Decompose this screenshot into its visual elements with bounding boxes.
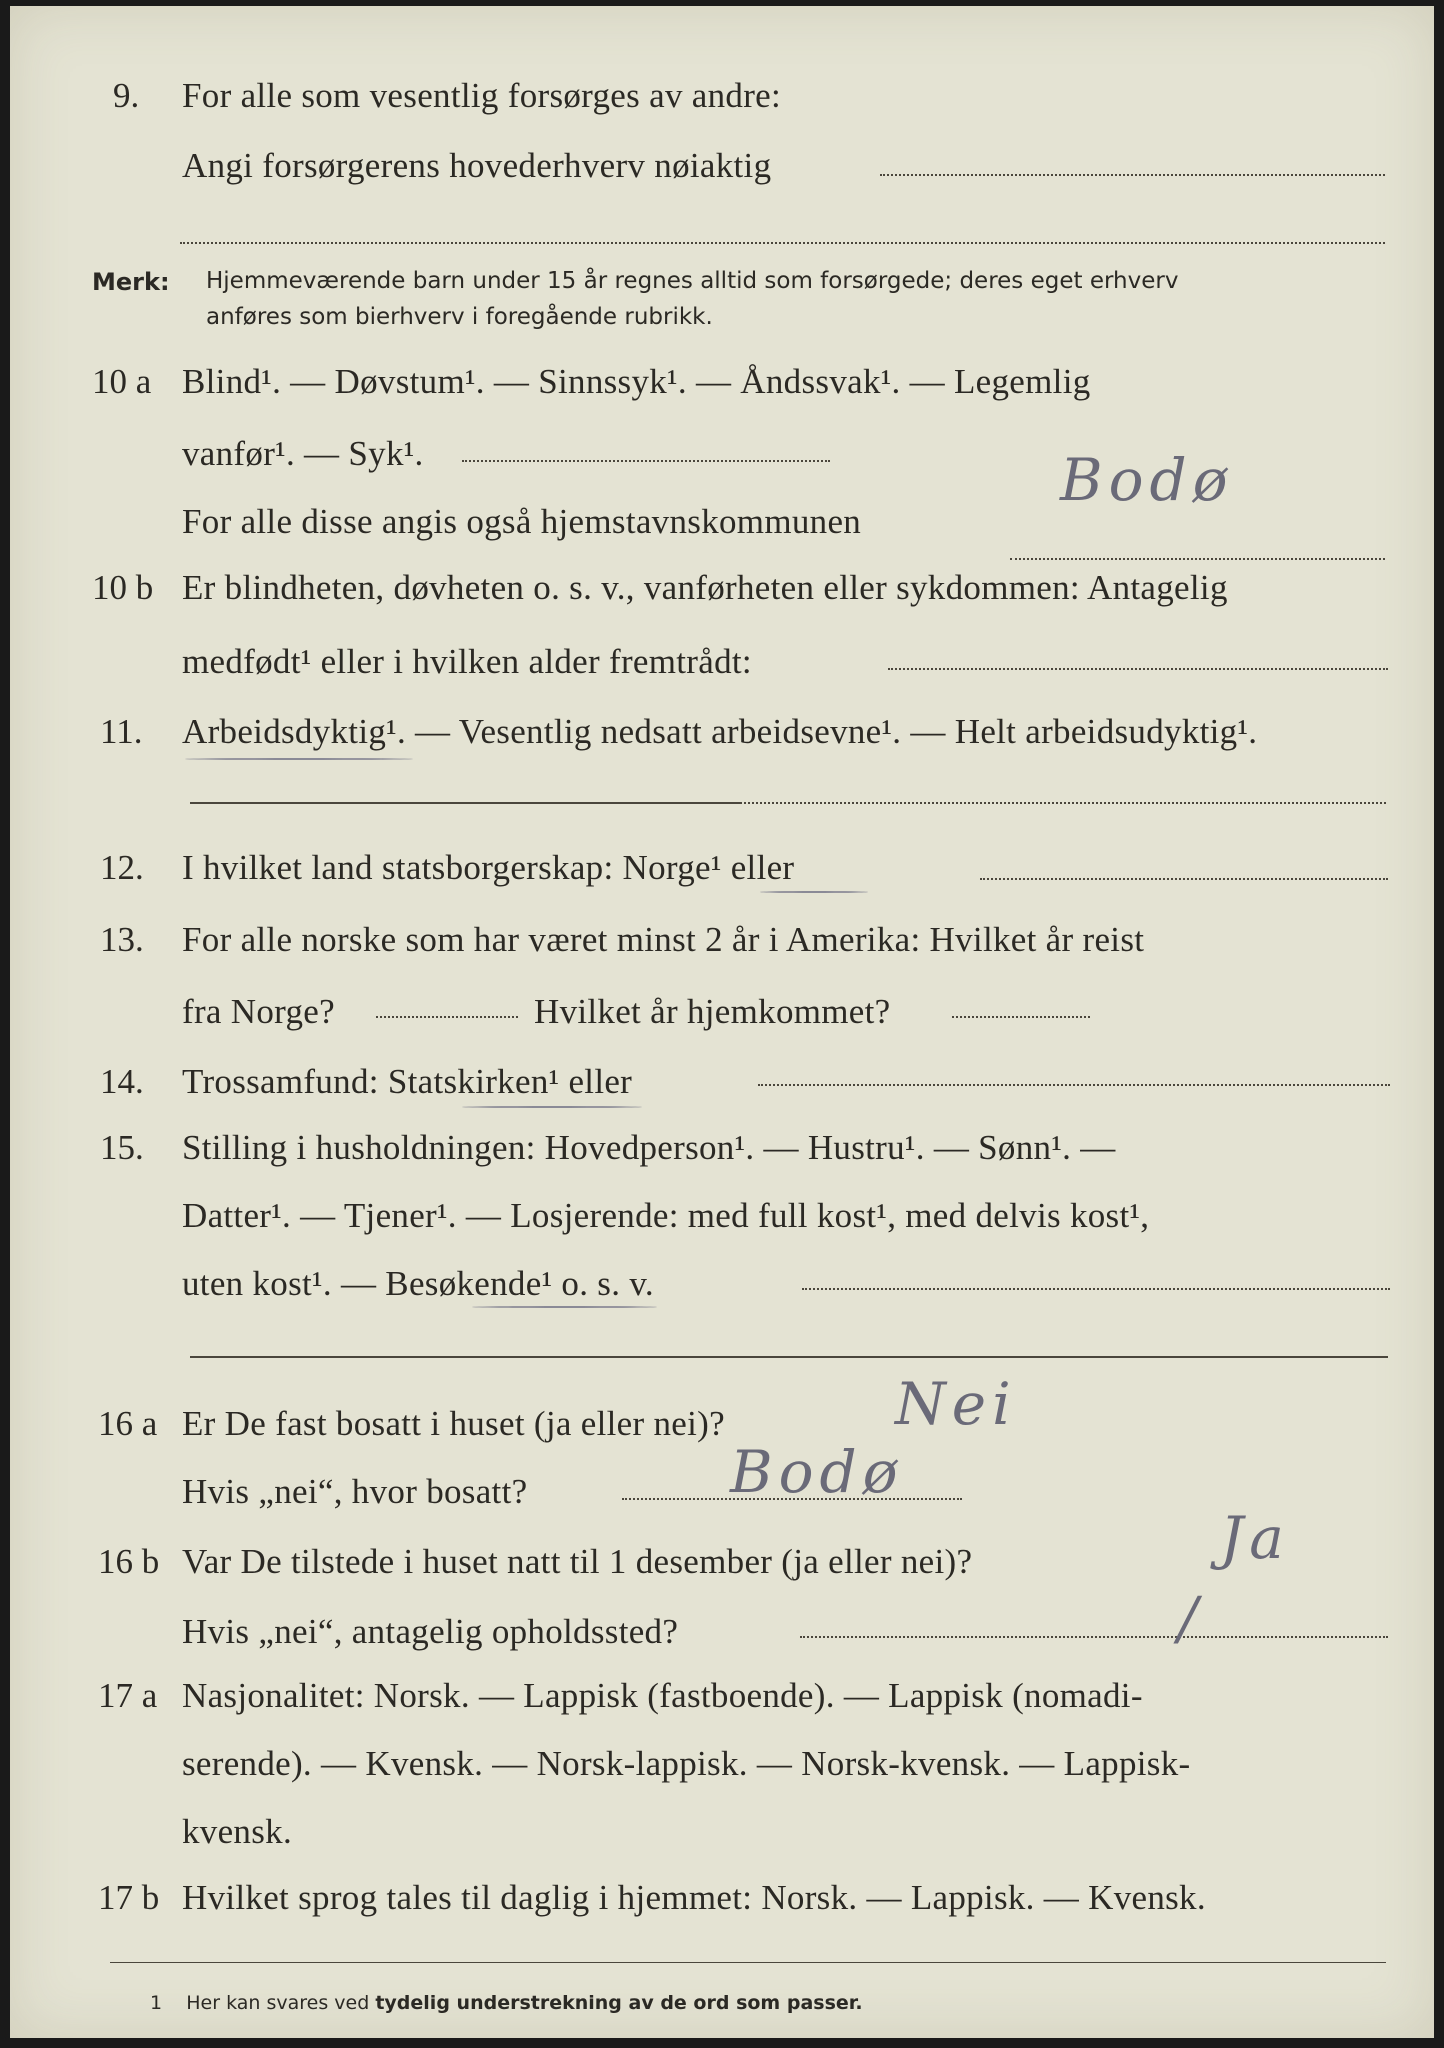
q15-answer-line: [802, 1288, 1390, 1290]
item-number-10b: 10 b: [92, 568, 154, 607]
item-number-17b: 17 b: [98, 1878, 160, 1917]
q17a-line2: serende). — Kvensk. — Norsk-lappisk. — Norsk-kvensk. — Lappisk-: [182, 1744, 1191, 1783]
merk-line1: Hjemmeværende barn under 15 år regnes alltid som forsørgede; deres eget erhverv: [206, 268, 1179, 294]
underline-statskirken: [462, 1106, 642, 1108]
q11-answer-line-2: [740, 802, 1386, 804]
q9-line2: Angi forsørgerens hovederhverv nøiaktig: [182, 146, 772, 185]
q17a-line3: kvensk.: [182, 1812, 293, 1851]
q9-answer-line: [880, 174, 1385, 176]
q13-line2a: fra Norge?: [182, 992, 335, 1031]
q10a-line2: vanfør¹. — Syk¹.: [182, 434, 424, 473]
item-number-10a: 10 a: [92, 362, 152, 401]
footnote: [150, 1992, 863, 2014]
q16a-line2: Hvis „nei“, hvor bosatt?: [182, 1472, 528, 1511]
q10b-answer-line: [888, 668, 1388, 670]
item-number-14: 14.: [100, 1062, 144, 1101]
q15-line3: uten kost¹. — Besøkende¹ o. s. v.: [182, 1264, 654, 1303]
handwritten-hjemstavn: Bodø: [1060, 446, 1234, 514]
q9-line1: For alle som vesentlig forsørges av andre:: [182, 76, 782, 115]
footnote-rule: [110, 1962, 1386, 1963]
q12-answer-line: [980, 878, 1388, 880]
item-number-15: 15.: [100, 1128, 144, 1167]
handwritten-tilstede: Ja: [1220, 1504, 1290, 1572]
q10b-line1: Er blindheten, døvheten o. s. v., vanførheten eller sykdommen: Antagelig: [182, 568, 1228, 607]
item-number-12: 12.: [100, 848, 144, 887]
q13-line1: For alle norske som har været minst 2 år i Amerika: Hvilket år reist: [182, 920, 1145, 959]
q17b-line1: Hvilket sprog tales til daglig i hjemmet: Norsk. — Lappisk. — Kvensk.: [182, 1878, 1206, 1917]
footnote-mark: 1: [150, 1992, 163, 2014]
q15-line1: Stilling i husholdningen: Hovedperson¹. — Hustru¹. — Sønn¹. —: [182, 1128, 1116, 1167]
q10a-line3: For alle disse angis også hjemstavnskommunen: [182, 502, 862, 541]
item-number-17a: 17 a: [98, 1676, 158, 1715]
q10a-answer-line: [462, 460, 830, 462]
q14-answer-line: [758, 1084, 1390, 1086]
underline-besokende: [472, 1306, 657, 1308]
handwritten-opholdssted-mark: /: [1178, 1584, 1204, 1652]
q16a-line1: Er De fast bosatt i huset (ja eller nei)?: [182, 1404, 725, 1443]
q11-answer-line: [190, 802, 740, 804]
q9-answer-line-2: [180, 242, 1385, 244]
handwritten-bosatt-sted: Bodø: [730, 1438, 904, 1506]
q15-answer-line-2: [190, 1356, 1388, 1358]
q14-line1: Trossamfund: Statskirken¹ eller: [182, 1062, 633, 1101]
footnote-text-a: Her kan svares ved: [186, 1992, 370, 2014]
q17a-line1: Nasjonalitet: Norsk. — Lappisk (fastboende). — Lappisk (nomadi-: [182, 1676, 1143, 1715]
item-number-13: 13.: [100, 920, 144, 959]
handwritten-fast-bosatt: Nei: [895, 1370, 1017, 1438]
item-number-16b: 16 b: [98, 1542, 160, 1581]
q16b-line1: Var De tilstede i huset natt til 1 desember (ja eller nei)?: [182, 1542, 973, 1581]
q10b-line2: medfødt¹ eller i hvilken alder fremtrådt:: [182, 642, 752, 681]
item-number-11: 11.: [100, 712, 143, 751]
merk-label: Merk:: [92, 268, 170, 296]
underline-norge: [760, 891, 868, 893]
q12-line1: I hvilket land statsborgerskap: Norge¹ eller: [182, 848, 795, 887]
q11-line1: Arbeidsdyktig¹. — Vesentlig nedsatt arbeidsevne¹. — Helt arbeidsudyktig¹.: [182, 712, 1258, 751]
underline-arbeidsdyktig: [185, 758, 413, 760]
q10a-hjemstavn-line: [1010, 558, 1385, 560]
q10a-line1: Blind¹. — Døvstum¹. — Sinnssyk¹. — Åndssvak¹. — Legemlig: [182, 362, 1091, 401]
q16b-opholdssted-line: [800, 1636, 1388, 1638]
item-number-16a: 16 a: [98, 1404, 158, 1443]
footnote-text-b: tydelig understrekning av de ord som passer.: [375, 1992, 863, 2014]
q15-line2: Datter¹. — Tjener¹. — Losjerende: med full kost¹, med delvis kost¹,: [182, 1196, 1150, 1235]
q16b-line2: Hvis „nei“, antagelig opholdssted?: [182, 1612, 679, 1651]
item-number-9: 9.: [113, 76, 140, 115]
q13-line2b: Hvilket år hjemkommet?: [534, 992, 891, 1031]
merk-line2: anføres som bierhverv i foregående rubrikk.: [206, 304, 713, 330]
q13-hjemkommet-line: [952, 1016, 1090, 1018]
census-form-page: [10, 6, 1434, 2038]
q13-reist-line: [376, 1016, 518, 1018]
